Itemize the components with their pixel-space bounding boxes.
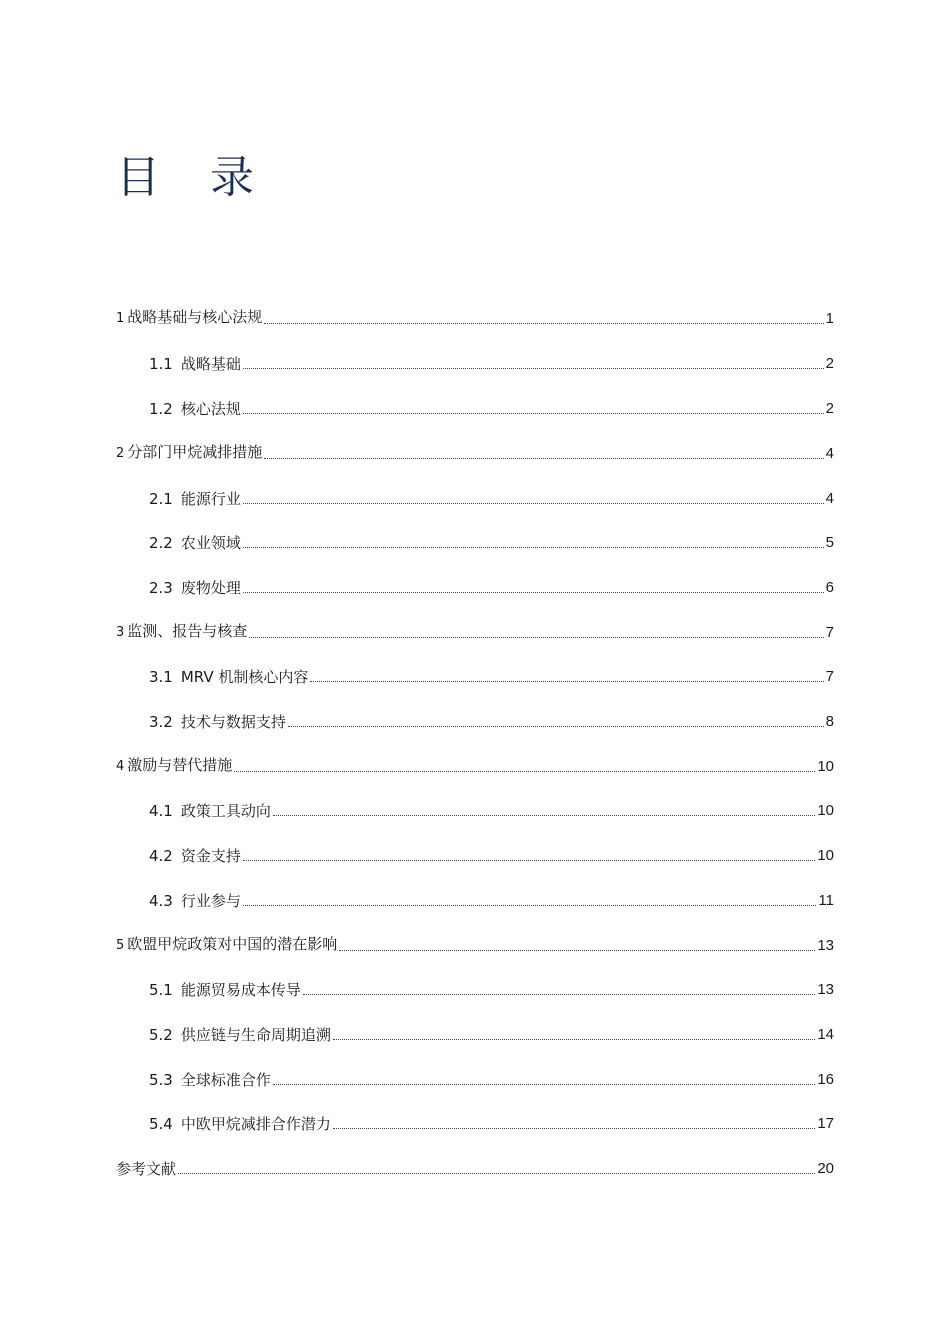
toc-entry[interactable]: 4 激励与替代措施 10 bbox=[116, 756, 834, 775]
page-title: 目 录 bbox=[116, 152, 272, 203]
page-number: 20 bbox=[817, 1160, 834, 1177]
toc-entry[interactable]: 2.2 农业领域 5 bbox=[149, 534, 834, 552]
page-number: 8 bbox=[825, 713, 834, 730]
dot-leader bbox=[243, 859, 815, 861]
toc-entry[interactable]: 2 分部门甲烷减排措施 4 bbox=[116, 443, 834, 462]
dot-leader bbox=[310, 680, 823, 682]
dot-leader bbox=[273, 1083, 815, 1085]
page-number: 5 bbox=[825, 534, 834, 551]
dot-leader bbox=[243, 591, 824, 593]
page-number: 1 bbox=[825, 310, 834, 327]
dot-leader bbox=[264, 457, 823, 459]
toc-entry[interactable]: 5.4 中欧甲烷减排合作潜力 17 bbox=[149, 1115, 834, 1133]
dot-leader bbox=[333, 1038, 815, 1040]
page-number: 7 bbox=[825, 624, 834, 641]
page-number: 17 bbox=[817, 1115, 834, 1132]
toc-entry[interactable]: 2.3 废物处理 6 bbox=[149, 579, 834, 597]
page-number: 10 bbox=[817, 847, 834, 864]
toc-entry[interactable]: 5.1 能源贸易成本传导 13 bbox=[149, 981, 834, 999]
toc-entry[interactable]: 5.3 全球标准合作 16 bbox=[149, 1071, 834, 1089]
page-number: 13 bbox=[817, 981, 834, 998]
toc-entry-references[interactable]: 参考文献 20 bbox=[116, 1160, 834, 1178]
dot-leader bbox=[339, 949, 815, 951]
page-number: 10 bbox=[817, 758, 834, 775]
toc-entry[interactable]: 4.1 政策工具动向 10 bbox=[149, 802, 834, 820]
dot-leader bbox=[264, 322, 823, 324]
toc-entry[interactable]: 3.2 技术与数据支持 8 bbox=[149, 713, 834, 731]
dot-leader bbox=[234, 770, 815, 772]
page-number: 11 bbox=[818, 892, 834, 909]
dot-leader bbox=[243, 546, 824, 548]
toc-entry[interactable]: 5.2 供应链与生命周期追溯 14 bbox=[149, 1026, 834, 1044]
dot-leader bbox=[243, 502, 824, 504]
dot-leader bbox=[333, 1127, 815, 1129]
toc-entry[interactable]: 4.2 资金支持 10 bbox=[149, 847, 834, 865]
page-number: 10 bbox=[817, 802, 834, 819]
page-number: 14 bbox=[817, 1026, 834, 1043]
page-number: 4 bbox=[825, 490, 834, 507]
page-number: 2 bbox=[825, 400, 834, 417]
toc-entry[interactable]: 1.2 核心法规 2 bbox=[149, 400, 834, 418]
toc-entry[interactable]: 3 监测、报告与核查 7 bbox=[116, 622, 834, 641]
dot-leader bbox=[178, 1172, 815, 1174]
page-number: 7 bbox=[825, 668, 834, 685]
page-number: 13 bbox=[817, 937, 834, 954]
dot-leader bbox=[273, 814, 815, 816]
page-number: 6 bbox=[825, 579, 834, 596]
dot-leader bbox=[243, 367, 824, 369]
dot-leader bbox=[288, 725, 824, 727]
toc-entry[interactable]: 5 欧盟甲烷政策对中国的潜在影响 13 bbox=[116, 935, 834, 954]
toc-entry[interactable]: 4.3 行业参与 11 bbox=[149, 892, 834, 910]
dot-leader bbox=[249, 636, 823, 638]
toc-entry[interactable]: 3.1 MRV 机制核心内容 7 bbox=[149, 668, 834, 686]
toc-entry[interactable]: 1 战略基础与核心法规 1 bbox=[116, 308, 834, 327]
toc-entry[interactable]: 1.1 战略基础 2 bbox=[149, 355, 834, 373]
page-number: 4 bbox=[825, 445, 834, 462]
dot-leader bbox=[243, 412, 824, 414]
page-number: 2 bbox=[825, 355, 834, 372]
toc-entry[interactable]: 2.1 能源行业 4 bbox=[149, 490, 834, 508]
dot-leader bbox=[303, 993, 815, 995]
page-number: 16 bbox=[817, 1071, 834, 1088]
dot-leader bbox=[243, 904, 817, 906]
